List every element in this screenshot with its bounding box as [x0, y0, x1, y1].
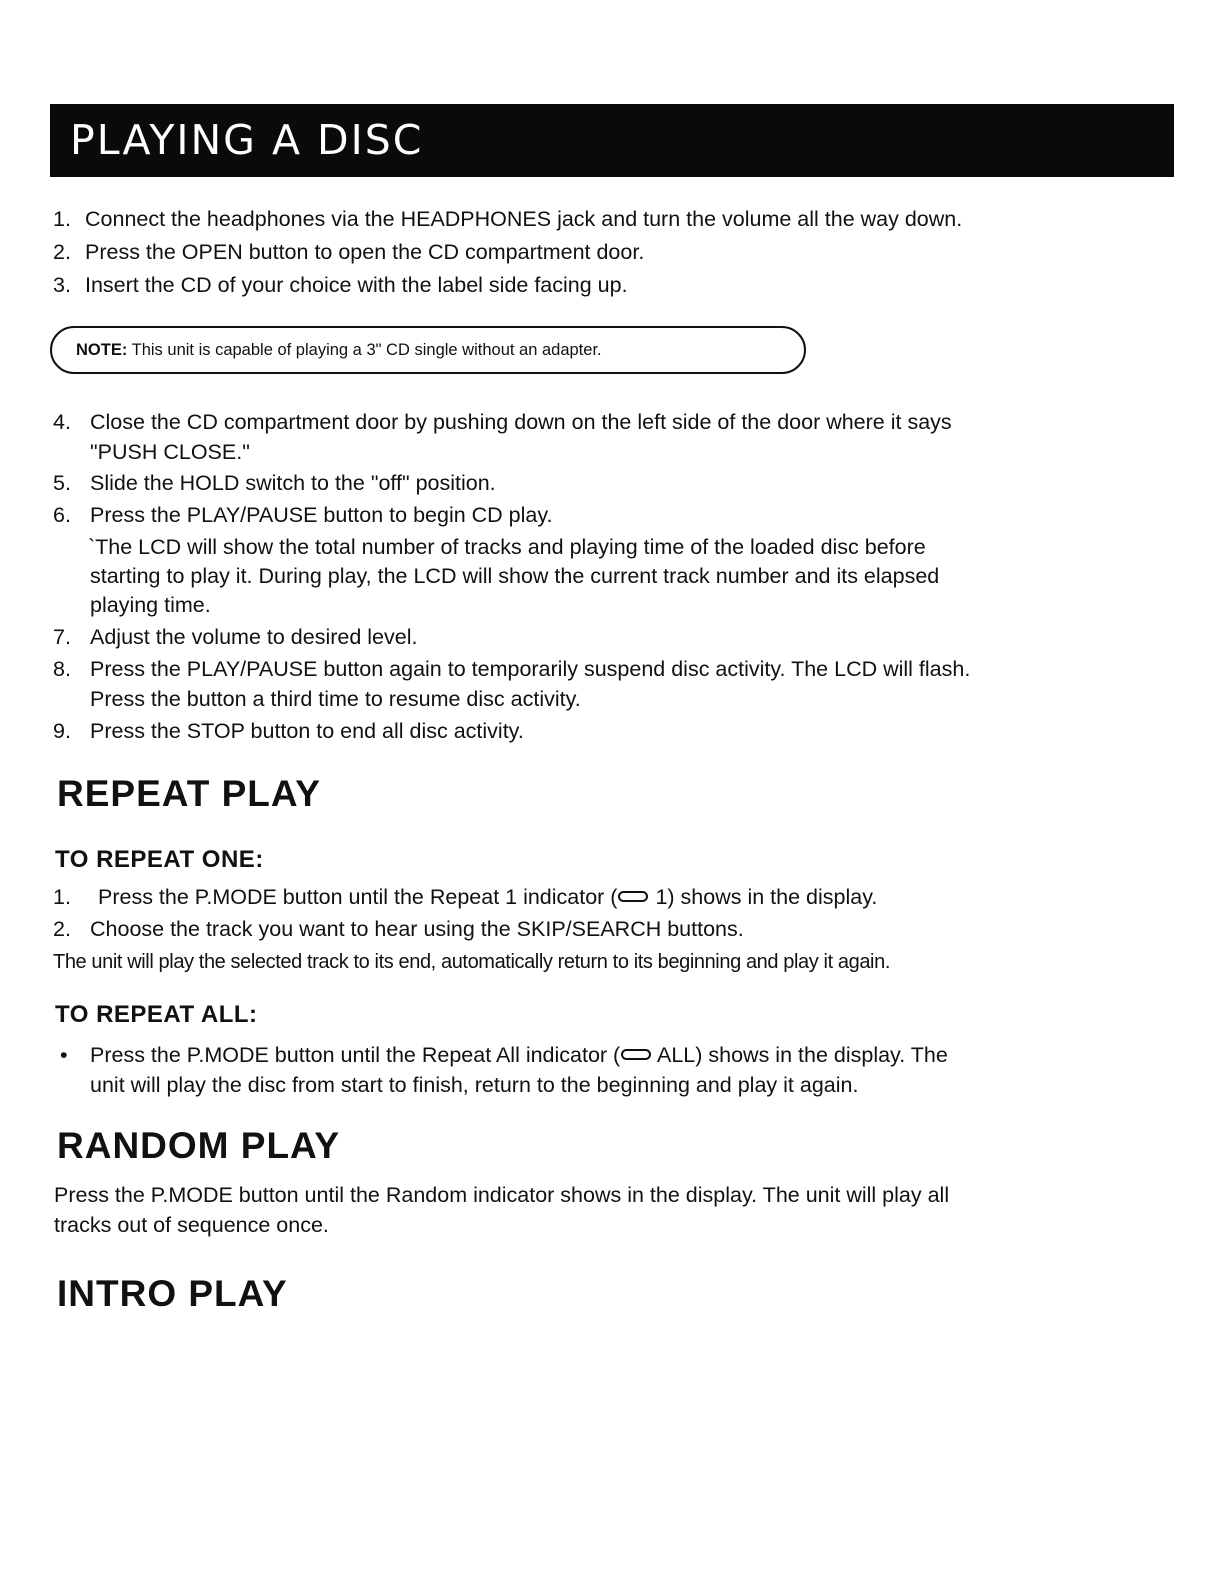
step-number: 2. [53, 240, 71, 264]
step-number: 5. [53, 471, 71, 495]
repeat-one-heading: TO REPEAT ONE: [55, 846, 264, 873]
random-play-heading: RANDOM PLAY [57, 1125, 341, 1166]
step-number: 2. [53, 917, 71, 941]
bullet-text [90, 1040, 948, 1070]
step-text: Slide the HOLD switch to the "off" position. [90, 471, 496, 495]
step-6-detail-line-1: `The LCD will show the total number of tracks and playing time of the loaded disc before [88, 535, 926, 559]
step-number: 1. [53, 885, 71, 909]
random-play-line-1: Press the P.MODE button until the Random indicator shows in the display. The unit will play all [54, 1183, 950, 1207]
step-number: 7. [53, 625, 71, 649]
step-6-detail-line-2: starting to play it. During play, the LCD will show the current track number and its elapsed [90, 564, 940, 588]
step-number: 1. [53, 207, 71, 231]
step-text: Adjust the volume to desired level. [90, 625, 418, 649]
step-text-post: 1) shows in the display. [649, 885, 878, 909]
random-play-line-2: tracks out of sequence once. [54, 1213, 329, 1237]
step-number: 8. [53, 657, 71, 681]
repeat-indicator-icon [621, 1049, 651, 1060]
repeat-play-heading: REPEAT PLAY [57, 773, 321, 814]
step-text: Insert the CD of your choice with the label side facing up. [85, 273, 628, 297]
step-number: 3. [53, 273, 71, 297]
note-text [76, 338, 602, 362]
step-number: 9. [53, 719, 71, 743]
repeat-one-note: The unit will play the selected track to its end, automatically return to its beginning and play it again. [53, 951, 890, 973]
step-number: 4. [53, 410, 71, 434]
step-text: Close the CD compartment door by pushing down on the left side of the door where it says [90, 410, 952, 434]
section-banner [50, 104, 1174, 177]
step-number: 6. [53, 503, 71, 527]
step-text: Press the PLAY/PAUSE button again to temporarily suspend disc activity. The LCD will flash. [90, 657, 971, 681]
step-4-continuation: "PUSH CLOSE." [90, 440, 250, 464]
step-8-continuation: Press the button a third time to resume disc activity. [90, 687, 581, 711]
step-text: Choose the track you want to hear using the SKIP/SEARCH buttons. [90, 917, 744, 941]
intro-play-heading: INTRO PLAY [57, 1273, 288, 1314]
repeat-all-continuation: unit will play the disc from start to finish, return to the beginning and play it again. [90, 1073, 859, 1097]
step-text: Press the OPEN button to open the CD compartment door. [85, 240, 645, 264]
step-6-detail-line-3: playing time. [90, 593, 211, 617]
repeat-all-heading: TO REPEAT ALL: [55, 1001, 258, 1028]
bullet-text-post: ALL) shows in the display. The [652, 1043, 948, 1067]
bullet: • [60, 1043, 68, 1067]
step-text: Connect the headphones via the HEADPHONES jack and turn the volume all the way down. [85, 207, 963, 231]
note-box [50, 326, 806, 374]
step-text: Press the STOP button to end all disc activity. [90, 719, 524, 743]
step-text: Press the PLAY/PAUSE button to begin CD play. [90, 503, 553, 527]
note-label: NOTE: [76, 341, 128, 359]
page-title: PLAYING A DISC [70, 116, 424, 164]
note-body: This unit is capable of playing a 3" CD single without an adapter. [131, 341, 602, 359]
bullet-text-pre: Press the P.MODE button until the Repeat All indicator ( [90, 1043, 621, 1067]
step-text-pre: Press the P.MODE button until the Repeat 1 indicator ( [98, 885, 618, 909]
repeat-indicator-icon [618, 891, 648, 902]
step-text [98, 882, 877, 912]
